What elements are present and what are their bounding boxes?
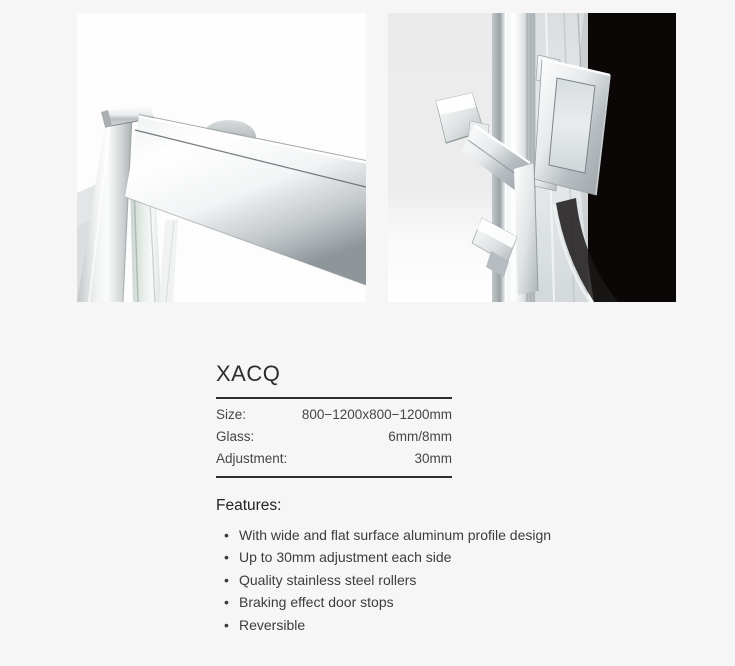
spec-label: Glass: <box>216 429 255 444</box>
feature-item: • With wide and flat surface aluminum profile design <box>224 524 646 546</box>
feature-item: • Braking effect door stops <box>224 591 646 613</box>
spec-row-size <box>216 404 452 426</box>
spec-row-adjustment <box>216 448 452 470</box>
product-title: XACQ <box>216 361 281 386</box>
spec-table <box>216 397 452 478</box>
product-photo-frame-corner <box>77 13 366 302</box>
spec-row-glass <box>216 426 452 448</box>
handle-detail-illustration <box>388 13 676 302</box>
door-handle-right <box>534 55 610 195</box>
spec-label: Adjustment: <box>216 451 288 466</box>
feature-item: • Reversible <box>224 614 646 636</box>
spec-value: 30mm <box>414 451 452 466</box>
spec-value: 800−1200x800−1200mm <box>301 407 452 422</box>
feature-item: • Up to 30mm adjustment each side <box>224 546 646 568</box>
features-section <box>216 490 646 636</box>
product-photo-handle-detail <box>388 13 676 302</box>
feature-item: • Quality stainless steel rollers <box>224 569 646 591</box>
frame-corner-illustration <box>77 13 366 302</box>
spec-value: 6mm/8mm <box>388 429 452 444</box>
product-info <box>216 362 452 478</box>
features-list <box>216 524 646 636</box>
spec-label: Size: <box>216 407 247 422</box>
features-heading: Features: <box>216 497 282 514</box>
